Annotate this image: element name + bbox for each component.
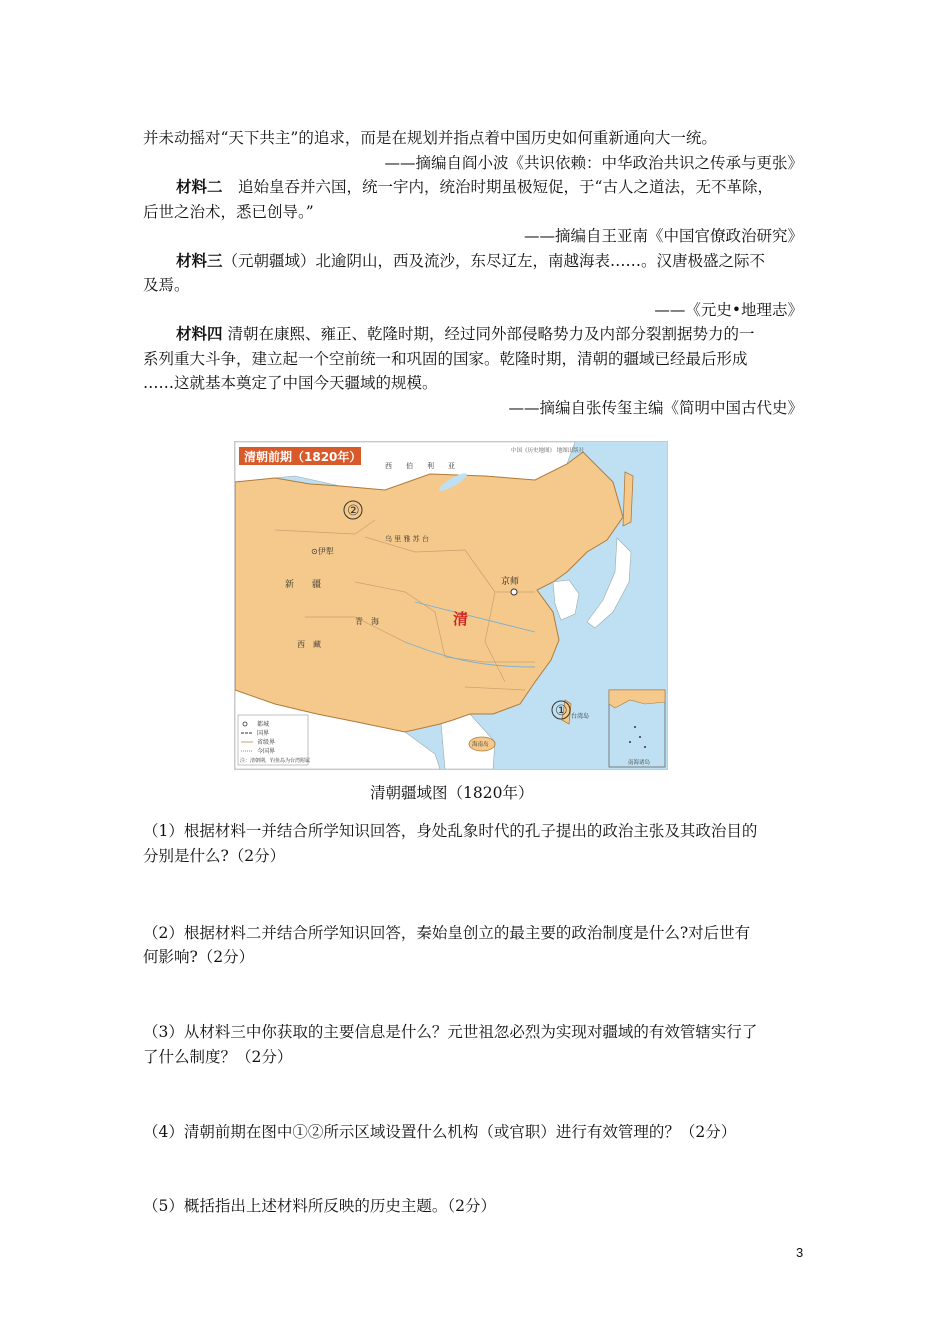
label-uliastai: 乌 里 雅 苏 台 <box>385 535 429 543</box>
material-3-line-2: 及焉。 <box>143 276 190 294</box>
label-xizang: 西 藏 <box>297 640 321 649</box>
label-yili: ⊙伊犁 <box>311 547 334 556</box>
label-taiwan: 台湾岛 <box>571 713 590 720</box>
material-4-text-1: 清朝在康熙、雍正、乾隆时期，经过同外部侵略势力及内部分裂割据势力的一 <box>222 325 755 343</box>
map-top-note: 中国《历史地图》 地图出版社 <box>511 448 585 454</box>
label-capital: 京师 <box>501 577 520 587</box>
label-hainan: 海南岛 <box>472 742 489 748</box>
label-dynasty: 清 <box>453 610 469 628</box>
qing-territory-map <box>234 441 668 770</box>
legend-capital-symbol <box>243 722 247 726</box>
question-2-line-2: 何影响?（2分） <box>143 948 255 966</box>
material-2-text-1: 追始皇吞并六国，统一宇内，统治时期虽极短促，于“古人之道法，无不革除， <box>222 178 773 196</box>
legend-capital: 都城 <box>257 721 270 728</box>
map-caption: 清朝疆域图（1820年） <box>370 784 534 802</box>
legend-provincial: 省级界 <box>257 739 276 746</box>
material-4-line-1 <box>176 323 754 345</box>
capital-dot <box>511 589 517 595</box>
label-qinghai: 青 海 <box>355 617 379 626</box>
source-3: ——《元史•地理志》 <box>654 301 803 319</box>
source-1: ——摘编自阎小波《共识依赖：中华政治共识之传承与更张》 <box>384 154 803 172</box>
inset-label: 南海诸岛 <box>628 760 651 766</box>
material-2-line-2: 后世之治术，悉已创导。” <box>143 203 314 221</box>
legend-modern: 今国界 <box>257 748 276 755</box>
material-3-text-1: （元朝疆域）北逾阴山，西及流沙，东尽辽左，南越海表……。汉唐极盛之际不 <box>222 252 766 270</box>
marker-1: ① <box>555 703 568 719</box>
question-5: （5）概括指出上述材料所反映的历史主题。（2分） <box>143 1197 496 1215</box>
material-3-label: 材料三 <box>176 251 223 270</box>
material-3-line-1 <box>176 250 765 272</box>
marker-2: ② <box>347 503 360 519</box>
legend-note: 注：清朝期，钓鱼岛为台湾附属 <box>240 758 311 764</box>
question-2-line-1: （2）根据材料二并结合所学知识回答，秦始皇创立的最主要的政治制度是什么?对后世有 <box>143 924 751 942</box>
question-3-line-2: 了什么制度？（2分） <box>143 1048 293 1066</box>
question-1-line-1: （1）根据材料一并结合所学知识回答，身处乱象时代的孔子提出的政治主张及其政治目的 <box>143 822 758 840</box>
material-4-line-2: 系列重大斗争，建立起一个空前统一和巩固的国家。乾隆时期，清朝的疆域已经最后形成 <box>143 350 748 368</box>
material-4-line-3: ……这就基本奠定了中国今天疆域的规模。 <box>143 374 438 392</box>
map-svg <box>235 442 667 769</box>
question-4: （4）清朝前期在图中①②所示区域设置什么机构（或官职）进行有效管理的？（2分） <box>143 1123 737 1141</box>
material-2-label: 材料二 <box>176 177 223 196</box>
label-xinjiang: 新 疆 <box>285 580 322 590</box>
intro-line: 并未动摇对“天下共主”的追求，而是在规划并指点着中国历史如何重新通向大一统。 <box>143 129 717 147</box>
question-1-line-2: 分别是什么?（2分） <box>143 847 286 865</box>
source-4: ——摘编自张传玺主编《简明中国古代史》 <box>508 399 803 417</box>
label-siberia: 西 伯 利 亚 <box>385 462 455 470</box>
question-3-line-1: （3）从材料三中你获取的主要信息是什么？元世祖忽必烈为实现对疆域的有效管辖实行了 <box>143 1023 758 1041</box>
material-4-label: 材料四 <box>176 324 223 343</box>
page-number: 3 <box>796 1245 804 1260</box>
material-2-line-1 <box>176 176 773 198</box>
map-title: 清朝前期（1820年） <box>244 450 362 464</box>
legend-national: 国界 <box>257 730 270 737</box>
sakhalin <box>623 472 633 526</box>
source-2: ——摘编自王亚南《中国官僚政治研究》 <box>523 227 803 245</box>
